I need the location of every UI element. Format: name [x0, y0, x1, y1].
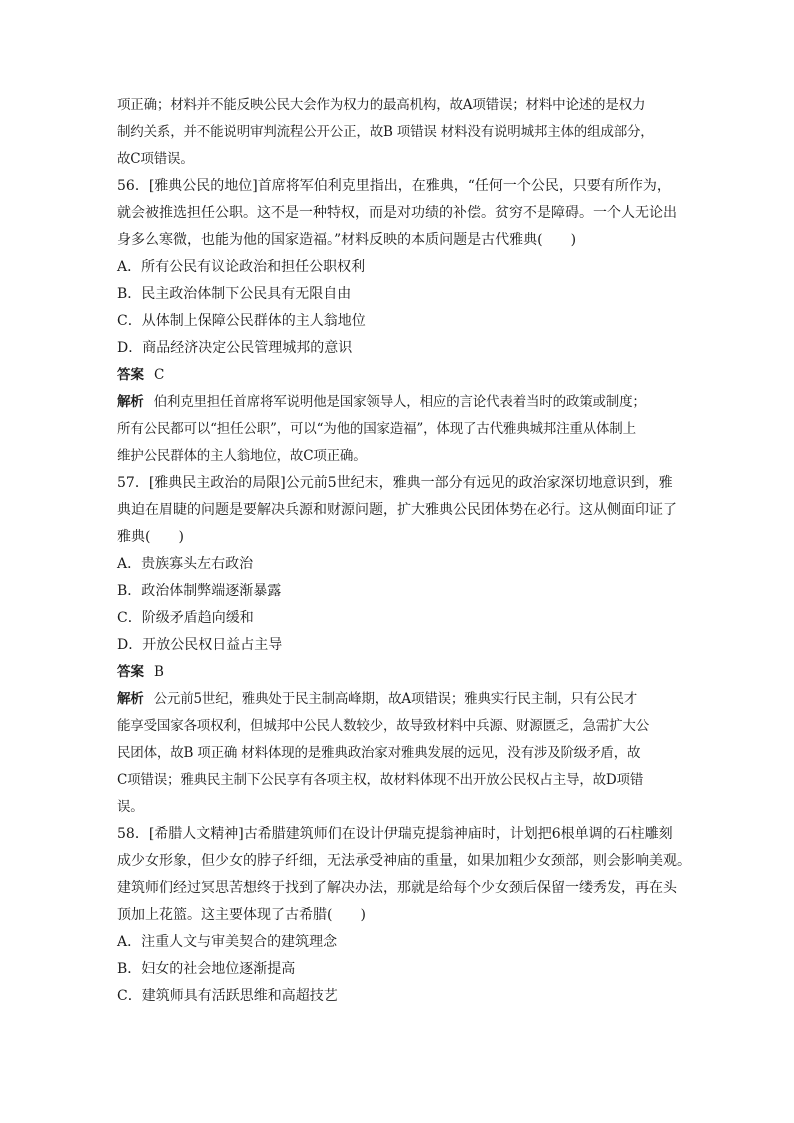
- explanation-label: 解析: [117, 394, 144, 410]
- question-stem-line: 成少女形象，但少女的脖子纤细，无法承受神庙的重量，如果加粗少女颈部，则会影响美观。: [117, 853, 691, 869]
- question-stem-line: 就会被推选担任公职。这不是一种特权，而是对功绩的补偿。贫穷不是障碍。一个人无论出: [117, 205, 677, 221]
- continuation-line: 故C项错误。: [117, 151, 194, 167]
- answer-value: C: [154, 367, 165, 383]
- explanation-line: C项错误；雅典民主制下公民享有各项主权，故材料体现不出开放公民权占主导，故D项错: [117, 772, 644, 788]
- document-page: [117, 92, 691, 1010]
- question-stem-line: 雅典( ): [117, 529, 184, 545]
- option-d: D．开放公民权日益占主导: [117, 637, 283, 653]
- explanation-text: 公元前5世纪，雅典处于民主制高峰期，故A项错误；雅典实行民主制，只有公民才: [153, 691, 638, 707]
- explanation-line: [117, 686, 681, 713]
- answer-label: 答案: [117, 664, 144, 680]
- option-c: C．建筑师具有活跃思维和高超技艺: [117, 988, 338, 1004]
- question-stem-line: 身多么寒微，也能为他的国家造福。”材料反映的本质问题是古代雅典( ): [117, 232, 577, 248]
- option-d: D．商品经济决定公民管理城邦的意识: [117, 340, 353, 356]
- continuation-line: 项正确；材料并不能反映公民大会作为权力的最高机构，故A项错误；材料中论述的是权力: [117, 97, 646, 113]
- option-a: A．注重人文与审美契合的建筑理念: [117, 934, 338, 950]
- answer-line: [117, 362, 681, 389]
- option-a: A．贵族寡头左右政治: [117, 556, 254, 572]
- question-stem-line: 典迫在眉睫的问题是要解决兵源和财源问题，扩大雅典公民团体势在必行。这从侧面印证了: [117, 502, 677, 518]
- option-c: C．阶级矛盾趋向缓和: [117, 610, 254, 626]
- option-c: C．从体制上保障公民群体的主人翁地位: [117, 313, 366, 329]
- option-b: B．政治体制弊端逐渐暴露: [117, 583, 282, 599]
- explanation-label: 解析: [117, 691, 144, 707]
- explanation-line: 维护公民群体的主人翁地位，故C项正确。: [117, 448, 367, 464]
- question-57: [117, 470, 681, 821]
- explanation-line: 能享受国家各项权利，但城邦中公民人数较少，故导致材料中兵源、财源匮乏，急需扩大公: [117, 718, 649, 734]
- answer-value: B: [154, 664, 164, 680]
- answer-line: [117, 659, 681, 686]
- question-stem-line: 顶加上花篮。这主要体现了古希腊( ): [117, 907, 366, 923]
- answer-label: 答案: [117, 367, 144, 383]
- option-b: B．妇女的社会地位逐渐提高: [117, 961, 296, 977]
- explanation-line: [117, 389, 681, 416]
- explanation-line: 误。: [117, 799, 144, 815]
- question-58: [117, 821, 691, 1010]
- question-stem-line: 58．[希腊人文精神]古希腊建筑师们在设计伊瑞克提翁神庙时，计划把6根单调的石柱雕刻: [117, 826, 673, 842]
- option-a: A．所有公民有议论政治和担任公职权利: [117, 259, 366, 275]
- continuation-line: 制约关系，并不能说明审判流程公开公正，故B 项错误 材料没有说明城邦主体的组成部分，: [117, 124, 654, 140]
- question-56: [117, 173, 681, 470]
- question-stem-line: 56．[雅典公民的地位]首席将军伯利克里指出，在雅典，“任何一个公民，只要有所作为，: [117, 178, 671, 194]
- explanation-line: 民团体，故B 项正确 材料体现的是雅典政治家对雅典发展的远见，没有涉及阶级矛盾，故: [117, 745, 641, 761]
- question-stem-line: 57．[雅典民主政治的局限]公元前5世纪末，雅典一部分有远见的政治家深切地意识到，雅: [117, 475, 673, 491]
- explanation-line: 所有公民都可以“担任公职”，可以“为他的国家造福”，体现了古代雅典城邦注重从体制上: [117, 421, 636, 437]
- option-b: B．民主政治体制下公民具有无限自由: [117, 286, 352, 302]
- explanation-text: 伯利克里担任首席将军说明他是国家领导人，相应的言论代表着当时的政策或制度；: [153, 394, 646, 410]
- question-stem-line: 建筑师们经过冥思苦想终于找到了解决办法，那就是给每个少女颈后保留一缕秀发，再在头: [117, 880, 677, 896]
